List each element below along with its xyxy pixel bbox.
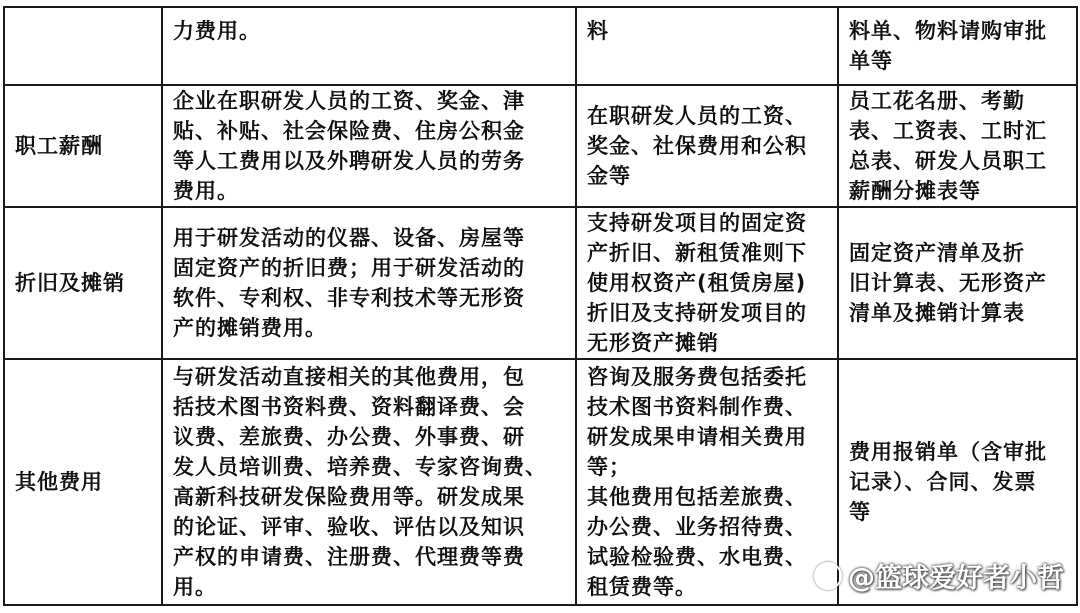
content-cell: 咨询及服务费包括委托 技术图书资料制作费、 研发成果申请相关费用 等； 其他费用包括差旅费、 办公费、业务招待费、 试验检验费、水电费、 租赁费等。 bbox=[576, 359, 838, 605]
table-row bbox=[4, 359, 1077, 605]
category-cell bbox=[4, 7, 162, 85]
scope-cell: 企业在职研发人员的工资、奖金、津 贴、补贴、社会保险费、住房公积金 等人工费用以及外聘研发人员的劳务 费用。 bbox=[162, 85, 576, 207]
scope-cell: 与研发活动直接相关的其他费用，包 括技术图书资料费、资料翻译费、会 议费、差旅费、办公费、外事费、研 发人员培训费、培养费、专家咨询费、 高新科技研发保险费用等。研发成果 的论证、评审、验收、评估以及知识 产权的申请费、注册费、代理费等费 用。 bbox=[162, 359, 576, 605]
evidence-cell: 料单、物料请购审批 单等 bbox=[838, 7, 1077, 85]
category-cell: 折旧及摊销 bbox=[4, 207, 162, 359]
table-row bbox=[4, 207, 1077, 359]
table-row bbox=[4, 7, 1077, 85]
content-cell: 支持研发项目的固定资 产折旧、新租赁准则下 使用权资产(租赁房屋) 折旧及支持研发项目的 无形资产摊销 bbox=[576, 207, 838, 359]
content-cell: 料 bbox=[576, 7, 838, 85]
evidence-cell: 费用报销单（含审批 记录）、合同、发票 等 bbox=[838, 359, 1077, 605]
scope-cell: 力费用。 bbox=[162, 7, 576, 85]
content-cell: 在职研发人员的工资、 奖金、社保费用和公积 金等 bbox=[576, 85, 838, 207]
category-cell: 职工薪酬 bbox=[4, 85, 162, 207]
expense-table bbox=[3, 6, 1078, 606]
evidence-cell: 员工花名册、考勤 表、工资表、工时汇 总表、研发人员职工 薪酬分摊表等 bbox=[838, 85, 1077, 207]
evidence-cell: 固定资产清单及折 旧计算表、无形资产 清单及摊销计算表 bbox=[838, 207, 1077, 359]
category-cell: 其他费用 bbox=[4, 359, 162, 605]
table-row bbox=[4, 85, 1077, 207]
watermark-text: @篮球爱好者小哲 bbox=[848, 563, 1064, 594]
scope-cell: 用于研发活动的仪器、设备、房屋等 固定资产的折旧费；用于研发活动的 软件、专利权、非专利技术等无形资 产的摊销费用。 bbox=[162, 207, 576, 359]
